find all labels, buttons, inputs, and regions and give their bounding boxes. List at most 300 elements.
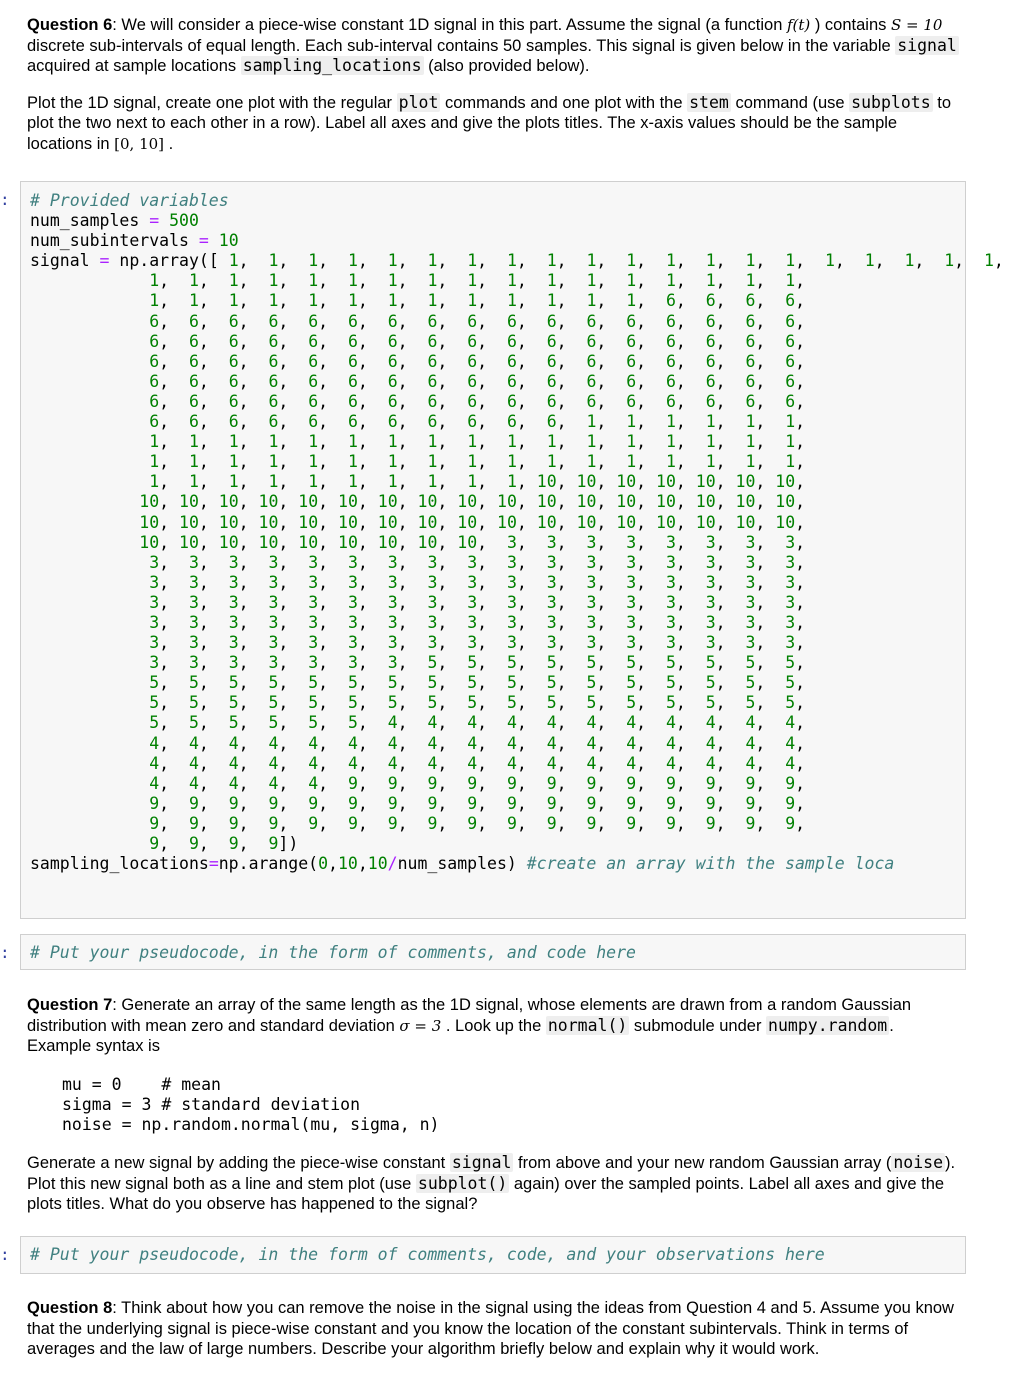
signal-value: 10: [497, 512, 517, 532]
signal-value: 9: [536, 793, 557, 813]
signal-value: 3: [139, 633, 160, 653]
signal-value: 5: [735, 693, 756, 713]
signal-value: 1: [457, 271, 478, 291]
signal-value: 5: [218, 673, 239, 693]
signal-array-values: 1, 1, 1, 1, 1, 1, 1, 1, 1, 1, 1, 1, 1, 1, 1, 1, 1, 1, 1, 1, 1, 1, 1, 1, 1, 1, 1, 1, 1, 1, 1, 1, 1, 1, 1, 1, 1, 1, 1, 1, 1, 1, 1, 1, 1, 1, 1, 1, 1, 1, 6, 6, 6, 6, 6, 6, 6, 6, 6, 6, 6, 6, 6, 6, 6, 6, 6, 6, 6, 6, 6, 6, 6, 6, 6, 6, 6, 6, 6, 6, 6, 6, 6, 6, 6, 6, 6, 6, 6, 6, 6, 6, 6, 6, 6, 6, 6, 6, 6, 6, 6, 6, 6, 6, 6, 6, 6, 6, 6, 6, 6, 6, 6, 6, 6, 6, 6, 6, 6, 6, 6, 6, 6, 6, 6, 6, 6, 6, 6, 6, 6, 6, 6, 6, 6, 6, 6, 6, 6, 6, 6, 6, 6, 6, 6, 6, 6, 6, 6, 6, 1, 1, 1, 1, 1, 1, 1, 1, 1, 1, 1, 1, 1, 1, 1, 1, 1, 1, 1, 1, 1, 1, 1, 1, 1, 1, 1, 1, 1, 1, 1, 1, 1, 1, 1, 1, 1, 1, 1, 1, 1, 1, 1, 1, 1, 1, 1, 1, 1, 1, 10, 10, 10, 10, 10, 10, 10, 10, 10, 10, 10, 10, 10, 10, 10, 10, 10, 10, 10, 10, 10, 10, 10, 10, 10, 10, 10, 10, 10, 10, 10, 10, 10, 10, 10, 10, 10, 10, 10, 10, 10, 10, 10, 10, 10, 10, 10, 10, 10, 10, 3, 3, 3, 3, 3, 3, 3, 3, 3, 3, 3, 3, 3, 3, 3, 3, 3, 3, 3, 3, 3, 3, 3, 3, 3, 3, 3, 3, 3, 3, 3, 3, 3, 3, 3, 3, 3, 3, 3, 3, 3, 3, 3, 3, 3, 3, 3, 3, 3, 3, 3, 3, 3, 3, 3, 3, 3, 3, 3, 3, 3, 3, 3, 3, 3, 3, 3, 3, 3, 3, 3, 3, 3, 3, 3, 3, 3, 3, 3, 3, 3, 3, 3, 3, 3, 3, 3, 3, 3, 3, 3, 3, 3, 3, 3, 3, 3, 3, 3, 3, 5, 5, 5, 5, 5, 5, 5, 5, 5, 5, 5, 5, 5, 5, 5, 5, 5, 5, 5, 5, 5, 5, 5, 5, 5, 5, 5, 5, 5, 5, 5, 5, 5, 5, 5, 5, 5, 5, 5, 5, 5, 5, 5, 5, 5, 5, 5, 5, 5, 5, 4, 4, 4, 4, 4, 4, 4, 4, 4, 4, 4, 4, 4, 4, 4, 4, 4, 4, 4, 4, 4, 4, 4, 4, 4, 4, 4, 4, 4, 4, 4, 4, 4, 4, 4, 4, 4, 4, 4, 4, 4, 4, 4, 4, 4, 4, 4, 4, 4, 4, 9, 9, 9, 9, 9, 9, 9, 9, 9, 9, 9, 9, 9, 9, 9, 9, 9, 9, 9, 9, 9, 9, 9, 9, 9, 9, 9, 9, 9, 9, 9, 9, 9, 9, 9, 9, 9, 9, 9, 9, 9, 9, 9, 9, 9, 9, 9, 9, 9, 9: [139, 251, 1014, 853]
signal-value: 1: [338, 271, 358, 291]
signal-value: 5: [417, 673, 438, 693]
signal-value: 6: [536, 311, 557, 331]
signal-value: 4: [536, 753, 557, 773]
signal-value: 4: [695, 733, 716, 753]
signal-value: 5: [139, 713, 160, 733]
signal-value: 1: [139, 432, 160, 452]
signal-value: 3: [258, 592, 279, 612]
signal-value: 9: [695, 793, 716, 813]
signal-value: 4: [536, 713, 557, 733]
signal-value: 10: [377, 492, 398, 512]
signal-value: 6: [656, 291, 676, 311]
signal-value: 10: [616, 512, 637, 532]
signal-value: 6: [775, 311, 796, 331]
signal-value: 9: [377, 773, 398, 793]
signal-value: 1: [377, 472, 398, 492]
signal-value: 10: [775, 512, 796, 532]
signal-value: 1: [298, 291, 319, 311]
signal-value: 6: [457, 391, 478, 411]
signal-value: 1: [695, 452, 716, 472]
signal-value: 3: [775, 592, 796, 612]
q7-text: submodule under: [629, 1016, 767, 1035]
signal-value: 1: [179, 271, 199, 291]
signal-value: 3: [179, 592, 199, 612]
signal-value: 9: [775, 773, 796, 793]
signal-value: 1: [457, 432, 478, 452]
signal-value: 5: [298, 713, 319, 733]
signal-value: 3: [258, 572, 279, 592]
signal-value: 4: [298, 753, 319, 773]
q6-text: acquired at sample locations: [27, 57, 241, 75]
signal-value: 1: [576, 251, 597, 271]
signal-value: 6: [417, 412, 438, 432]
signal-value: 6: [179, 311, 199, 331]
signal-value: 1: [894, 251, 915, 271]
signal-value: 1: [377, 271, 398, 291]
signal-value: 5: [695, 693, 716, 713]
q6-text: ) contains: [810, 16, 891, 34]
signal-value: 6: [139, 351, 160, 371]
signal-value: 1: [497, 271, 517, 291]
code-operator: =: [198, 231, 209, 251]
signal-value: 1: [179, 472, 199, 492]
signal-value: 1: [298, 251, 319, 271]
signal-value: 1: [258, 271, 279, 291]
signal-value: 6: [298, 391, 319, 411]
signal-value: 6: [695, 291, 716, 311]
signal-value: 6: [497, 351, 517, 371]
signal-value: 1: [497, 251, 517, 271]
signal-value: 3: [338, 552, 358, 572]
q8-label: Question 8: [27, 1299, 113, 1317]
signal-value: 10: [457, 512, 478, 532]
signal-value: 9: [218, 813, 239, 833]
signal-value: 3: [775, 633, 796, 653]
signal-value: 6: [695, 391, 716, 411]
signal-value: 3: [139, 612, 160, 632]
signal-value: 4: [775, 713, 796, 733]
signal-value: 3: [377, 653, 398, 673]
np-array-call: np.array([: [119, 251, 219, 271]
cell-3-prompt: :: [0, 1245, 10, 1264]
signal-value: 10: [457, 492, 478, 512]
signal-value: 1: [497, 291, 517, 311]
signal-value: 10: [417, 492, 438, 512]
signal-value: 10: [139, 512, 160, 532]
signal-value: 3: [298, 653, 319, 673]
signal-value: 3: [298, 552, 319, 572]
signal-value: 1: [536, 452, 557, 472]
signal-value: 9: [417, 813, 438, 833]
signal-value: 1: [298, 472, 319, 492]
signal-value: 5: [457, 673, 478, 693]
signal-value: 6: [139, 371, 160, 391]
signal-value: 3: [616, 592, 637, 612]
signal-value: 6: [695, 351, 716, 371]
signal-value: 6: [616, 311, 637, 331]
signal-value: 4: [417, 753, 438, 773]
signal-value: 5: [497, 673, 517, 693]
signal-value: 1: [218, 291, 239, 311]
signal-value: 3: [497, 592, 517, 612]
signal-value: 5: [536, 653, 557, 673]
signal-value: 3: [179, 552, 199, 572]
signal-value: 1: [377, 291, 398, 311]
signal-value: 3: [656, 532, 676, 552]
signal-value: 1: [735, 432, 756, 452]
signal-value: 3: [775, 612, 796, 632]
signal-value: 3: [258, 633, 279, 653]
code-cell-answer-q6[interactable]: [20, 934, 966, 970]
signal-value: 5: [179, 713, 199, 733]
q6-text: command (use: [730, 93, 850, 112]
inline-code-sampling-locations: sampling_locations: [242, 56, 422, 75]
signal-value: 10: [656, 492, 676, 512]
signal-value: 4: [298, 773, 319, 793]
signal-value: 3: [139, 653, 160, 673]
signal-value: 4: [338, 733, 358, 753]
signal-value: 6: [258, 412, 279, 432]
signal-value: 3: [656, 612, 676, 632]
signal-value: 6: [735, 311, 756, 331]
signal-value: 1: [616, 251, 637, 271]
signal-value: 9: [497, 793, 517, 813]
signal-value: 1: [218, 472, 239, 492]
signal-value: 3: [377, 633, 398, 653]
signal-value: 3: [735, 592, 756, 612]
signal-value: 3: [457, 552, 478, 572]
signal-value: 3: [298, 633, 319, 653]
signal-value: 6: [576, 351, 597, 371]
signal-value: 3: [139, 552, 160, 572]
signal-value: 4: [497, 733, 517, 753]
example-line: mu = 0 # mean: [62, 1075, 221, 1094]
signal-value: 6: [258, 391, 279, 411]
signal-value: 6: [338, 391, 358, 411]
signal-value: 6: [775, 351, 796, 371]
signal-value: 10: [536, 492, 557, 512]
signal-value: 9: [139, 834, 160, 853]
code-editor[interactable]: [30, 943, 636, 963]
signal-value: 9: [417, 773, 438, 793]
q6-text: (also provided below).: [423, 57, 590, 75]
signal-value: 6: [417, 371, 438, 391]
signal-value: 6: [417, 351, 438, 371]
signal-value: 3: [179, 612, 199, 632]
signal-value: 1: [656, 452, 676, 472]
signal-value: 6: [497, 331, 517, 351]
signal-value: 6: [735, 291, 756, 311]
code-comment: # Provided variables: [30, 191, 229, 210]
signal-value: 3: [695, 633, 716, 653]
signal-value: 1: [616, 452, 637, 472]
signal-value: 1: [616, 412, 637, 432]
inline-code-normal: normal(): [547, 1015, 628, 1035]
signal-value: 1: [656, 412, 676, 432]
signal-value: 6: [616, 351, 637, 371]
code-editor[interactable]: [30, 191, 1014, 874]
signal-value: 4: [656, 753, 676, 773]
signal-value: 6: [298, 311, 319, 331]
signal-value: 5: [139, 693, 160, 713]
q7-text: . Look up the: [441, 1016, 546, 1035]
sampling-locations-code: [30, 854, 517, 873]
signal-value: 4: [417, 713, 438, 733]
signal-value: 3: [536, 552, 557, 572]
signal-value: 3: [218, 552, 239, 572]
num-subintervals-value: 10: [218, 231, 239, 251]
signal-value: 6: [377, 412, 398, 432]
signal-value: 10: [616, 472, 637, 492]
signal-value: 6: [377, 311, 398, 331]
signal-value: 1: [536, 271, 557, 291]
signal-value: 1: [656, 251, 676, 271]
signal-value: 6: [497, 311, 517, 331]
signal-value: 5: [338, 713, 358, 733]
signal-value: 1: [775, 251, 796, 271]
code-cell-answer-q7[interactable]: [20, 1236, 966, 1274]
signal-value: 3: [258, 612, 279, 632]
signal-value: 6: [536, 351, 557, 371]
signal-value: 10: [695, 512, 716, 532]
signal-value: 10: [377, 532, 398, 552]
signal-value: 10: [218, 512, 239, 532]
signal-value: 10: [139, 492, 160, 512]
q8-text: : Think about how you can remove the noise in the signal using the ideas from Question 4 and 5. Assume you know that the underlying signal is piece-wise constant and you know the location of the constant subintervals. Think in terms of averages and the law of large numbers. Describe your algorithm briefly below and explain why it would work.: [27, 1299, 954, 1358]
signal-value: 5: [497, 693, 517, 713]
signal-value: 4: [377, 713, 398, 733]
signal-value: 6: [457, 371, 478, 391]
code-token: /: [387, 854, 398, 874]
signal-value: 3: [775, 572, 796, 592]
signal-value: 9: [338, 773, 358, 793]
signal-value: 10: [536, 472, 557, 492]
signal-value: 1: [497, 472, 517, 492]
signal-value: 3: [656, 552, 676, 572]
signal-value: 6: [775, 331, 796, 351]
example-code-block: [62, 1075, 440, 1135]
signal-value: 4: [616, 733, 637, 753]
q6-text: : We will consider a piece-wise constant 1D signal in this part. Assume the signal (a function: [112, 16, 787, 34]
signal-value: 1: [258, 432, 279, 452]
signal-value: 1: [377, 251, 398, 271]
signal-value: 1: [576, 291, 597, 311]
signal-value: 5: [616, 693, 637, 713]
signal-value: 1: [139, 291, 160, 311]
signal-value: 3: [695, 532, 716, 552]
signal-value: 9: [258, 813, 279, 833]
signal-value: 9: [179, 834, 199, 853]
signal-value: 3: [616, 572, 637, 592]
signal-value: 3: [298, 612, 319, 632]
signal-value: 1: [218, 251, 239, 271]
q7-paragraph-1: [27, 995, 962, 1057]
signal-value: 1: [457, 452, 478, 472]
signal-value: 5: [656, 653, 676, 673]
signal-value: 5: [179, 673, 199, 693]
code-token: 0: [318, 854, 329, 874]
signal-value: 10: [417, 532, 438, 552]
code-token: =: [208, 854, 219, 874]
signal-value: 5: [179, 693, 199, 713]
signal-value: 6: [179, 412, 199, 432]
code-comment: # Put your pseudocode, in the form of comments, code, and your observations here: [30, 1245, 825, 1264]
signal-value: 4: [338, 753, 358, 773]
signal-value: 10: [616, 492, 637, 512]
q6-label: Question 6: [27, 16, 113, 34]
signal-value: 6: [536, 371, 557, 391]
signal-value: 5: [258, 713, 279, 733]
signal-value: 9: [616, 813, 637, 833]
signal-value: 4: [775, 733, 796, 753]
signal-value: 6: [218, 331, 239, 351]
signal-value: 1: [536, 291, 557, 311]
sampling-comment: #create an array with the sample loca: [526, 854, 895, 874]
signal-value: 9: [218, 793, 239, 813]
signal-value: 10: [179, 492, 199, 512]
signal-value: 3: [536, 633, 557, 653]
signal-value: 3: [457, 572, 478, 592]
signal-value: 9: [576, 813, 597, 833]
signal-value: 4: [298, 733, 319, 753]
q7-text: : Generate an array of the same length as the 1D signal, whose elements are drawn from a random Gaussian distribution with mean zero and standard deviation: [27, 996, 912, 1035]
signal-value: 6: [338, 412, 358, 432]
signal-value: 3: [218, 653, 239, 673]
q7-text: . Example syntax is: [27, 1016, 894, 1055]
signal-value: 5: [616, 653, 637, 673]
signal-value: 5: [536, 693, 557, 713]
signal-value: 10: [695, 492, 716, 512]
signal-value: 10: [218, 532, 239, 552]
q6-paragraph-2: [27, 93, 962, 155]
signal-value: 1: [735, 271, 756, 291]
code-token: sampling_locations: [30, 854, 209, 874]
signal-value: 4: [457, 713, 478, 733]
q6-text: Plot the 1D signal, create one plot with the regular: [27, 93, 397, 112]
signal-value: 6: [139, 412, 160, 432]
signal-value: 3: [179, 633, 199, 653]
signal-value: 6: [735, 371, 756, 391]
signal-value: 6: [139, 391, 160, 411]
signal-value: 6: [695, 371, 716, 391]
signal-value: 9: [457, 773, 478, 793]
signal-value: 4: [616, 753, 637, 773]
signal-value: 10: [179, 532, 199, 552]
signal-value: 3: [338, 653, 358, 673]
signal-value: 3: [735, 552, 756, 572]
signal-value: 5: [258, 673, 279, 693]
signal-value: 1: [576, 412, 597, 432]
signal-value: 1: [934, 251, 955, 271]
signal-value: 3: [656, 633, 676, 653]
signal-value: 4: [656, 733, 676, 753]
signal-value: 6: [656, 311, 676, 331]
signal-value: 6: [576, 311, 597, 331]
code-editor[interactable]: [30, 1245, 825, 1265]
signal-value: 6: [298, 351, 319, 371]
q6-math-range: [0, 10]: [114, 134, 165, 153]
signal-value: 1: [695, 432, 716, 452]
signal-value: 6: [377, 351, 398, 371]
signal-value: 1: [457, 251, 478, 271]
signal-value: 1: [377, 452, 398, 472]
signal-value: 9: [457, 813, 478, 833]
signal-value: 3: [218, 572, 239, 592]
signal-value: 1: [735, 452, 756, 472]
signal-value: 4: [497, 753, 517, 773]
signal-value: 3: [377, 612, 398, 632]
signal-value: 3: [695, 552, 716, 572]
signal-value: 6: [179, 371, 199, 391]
signal-value: 9: [179, 793, 199, 813]
signal-value: 9: [298, 813, 319, 833]
signal-value: 1: [616, 271, 637, 291]
signal-value: 9: [735, 773, 756, 793]
signal-value: 4: [139, 733, 160, 753]
code-token: 10: [337, 854, 358, 874]
signal-value: 10: [258, 492, 279, 512]
signal-value: 1: [457, 472, 478, 492]
signal-value: 6: [417, 331, 438, 351]
code-cell-provided-variables[interactable]: [20, 181, 1014, 919]
signal-value: 6: [656, 351, 676, 371]
signal-value: 4: [258, 753, 279, 773]
signal-value: 6: [417, 391, 438, 411]
signal-value: 1: [497, 432, 517, 452]
signal-value: 1: [417, 472, 438, 492]
signal-value: 4: [735, 753, 756, 773]
signal-value: 4: [377, 733, 398, 753]
signal-value: 5: [457, 653, 478, 673]
signal-value: 6: [338, 311, 358, 331]
signal-value: 4: [695, 713, 716, 733]
signal-value: 3: [576, 592, 597, 612]
signal-value: 3: [377, 592, 398, 612]
np-array-close: ]): [278, 834, 299, 853]
signal-value: 1: [179, 291, 199, 311]
signal-value: 10: [338, 532, 358, 552]
signal-value: 1: [775, 432, 796, 452]
signal-value: 5: [417, 693, 438, 713]
signal-value: 10: [338, 492, 358, 512]
signal-value: 3: [616, 552, 637, 572]
signal-value: 3: [656, 572, 676, 592]
signal-value: 1: [218, 271, 239, 291]
signal-value: 5: [139, 673, 160, 693]
signal-value: 3: [695, 572, 716, 592]
q6-text: commands and one plot with the: [440, 93, 688, 112]
signal-value: 1: [417, 251, 438, 271]
signal-value: 1: [735, 251, 756, 271]
signal-value: 1: [815, 251, 835, 271]
cell-2-prompt: :: [0, 943, 10, 962]
signal-value: 1: [775, 452, 796, 472]
q7-text: Generate a new signal by adding the piece-wise constant: [27, 1154, 450, 1172]
signal-value: 4: [695, 753, 716, 773]
signal-value: 6: [656, 331, 676, 351]
signal-value: 6: [735, 331, 756, 351]
signal-value: 5: [218, 693, 239, 713]
signal-value: 9: [179, 813, 199, 833]
q7-text: again) over the sampled points. Label all axes and give the plots titles. What do you observe has happened to the signal?: [27, 1174, 945, 1213]
signal-value: 6: [656, 371, 676, 391]
